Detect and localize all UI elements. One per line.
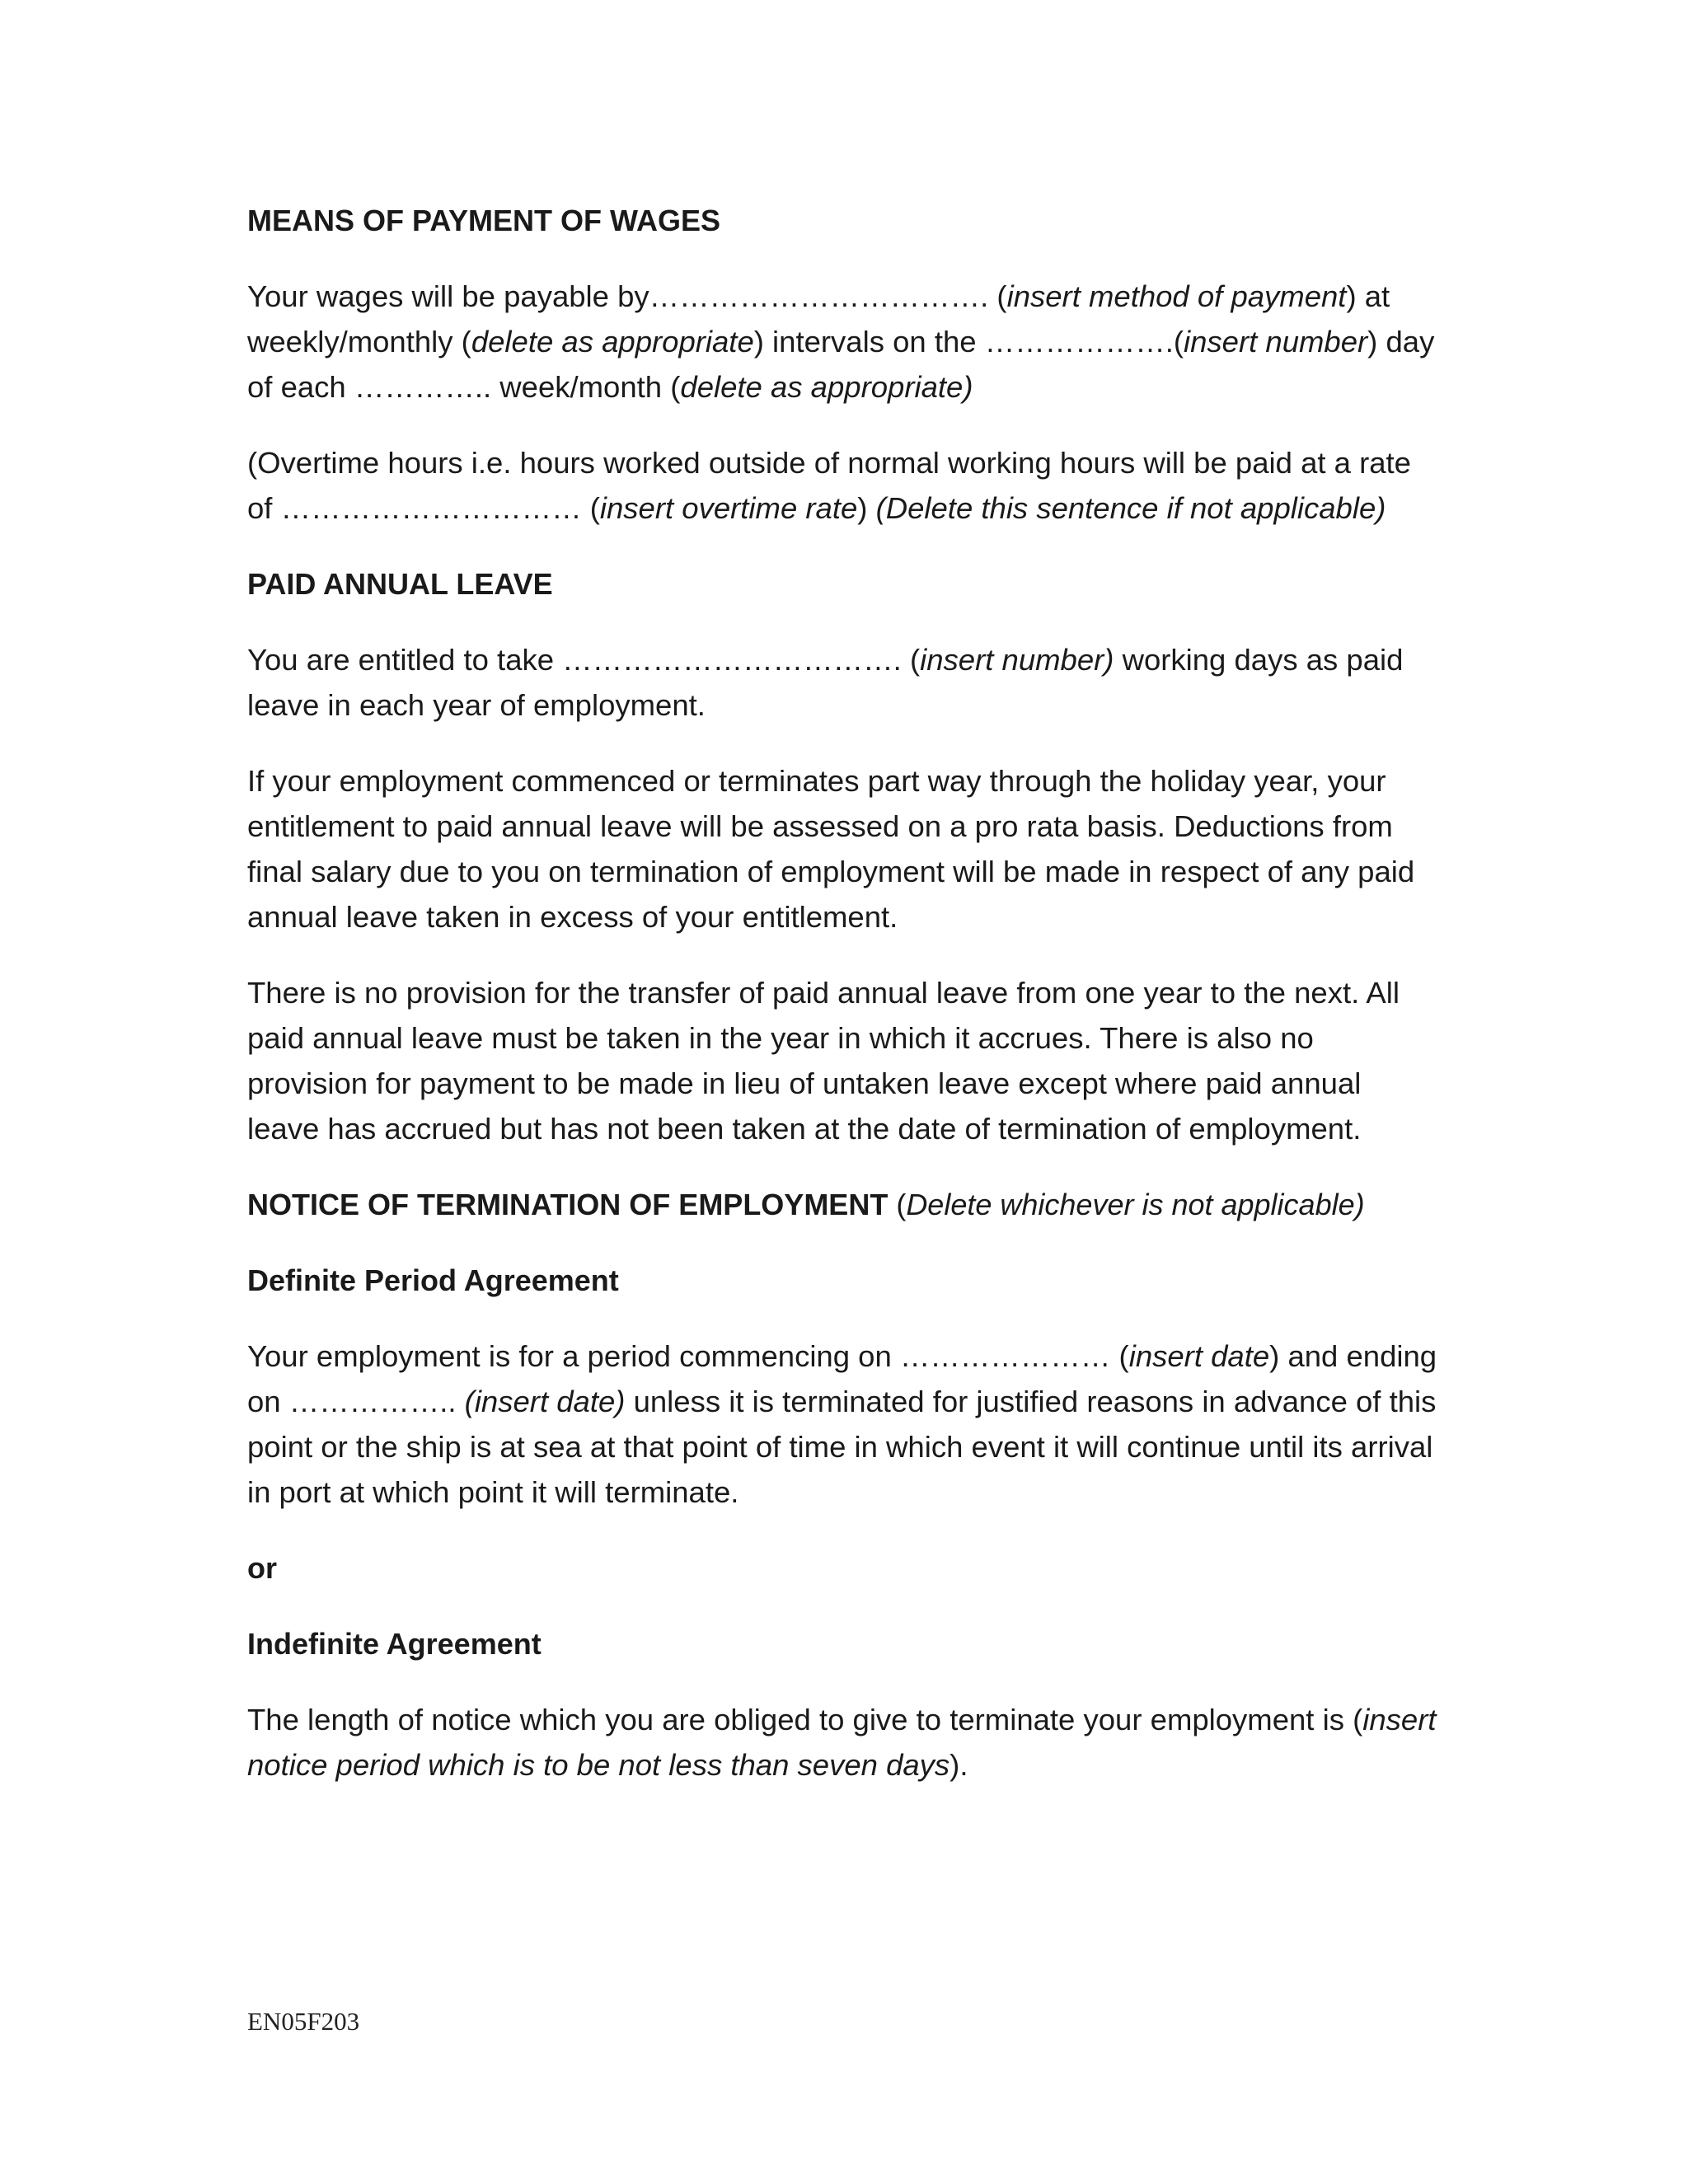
italic-text: Delete whichever is not applicable)	[906, 1188, 1365, 1221]
text: )	[857, 491, 876, 525]
italic-text: insert method of payment	[1006, 279, 1347, 313]
italic-text: (insert date)	[464, 1385, 626, 1418]
italic-text: insert overtime rate	[599, 491, 858, 525]
heading-means-of-payment: MEANS OF PAYMENT OF WAGES	[247, 204, 721, 237]
text: Your wages will be payable by……………………………. (	[247, 279, 1007, 313]
text: (Overtime hours i.e. hours worked outside of normal working hours will be paid at a rate of ………………………… (	[247, 446, 1411, 525]
paragraph-overtime	[247, 440, 1441, 531]
text: The length of notice which you are obliged to give to terminate your employment is (	[247, 1703, 1363, 1736]
heading-paid-annual-leave: PAID ANNUAL LEAVE	[247, 567, 553, 601]
paragraph-wages-payable	[247, 274, 1441, 410]
paragraph-definite-period	[247, 1333, 1441, 1515]
italic-text: insert date	[1128, 1339, 1270, 1373]
paragraph-leave-entitlement	[247, 637, 1441, 728]
text: unless it is terminated for justified reasons in advance of this point or the ship is at sea at that point of time in which event it will continue until its arrival in port at which point it will terminate.	[247, 1385, 1437, 1509]
italic-text: insert number	[1184, 325, 1368, 359]
heading-definite-period: Definite Period Agreement	[247, 1263, 619, 1297]
text: ) intervals on the ……………….(	[753, 325, 1184, 359]
heading-notice-of-termination	[247, 1182, 1441, 1227]
text: Your employment is for a period commencing on ………………… (	[247, 1339, 1129, 1373]
paragraph-indefinite-notice	[247, 1697, 1441, 1788]
text: NOTICE OF TERMINATION OF EMPLOYMENT	[247, 1188, 889, 1221]
text: working days as paid leave in each year of employment.	[247, 643, 1404, 722]
italic-text: delete as appropriate)	[680, 370, 973, 404]
italic-text: insert number)	[920, 643, 1114, 677]
or-separator: or	[247, 1551, 277, 1585]
text: ) at weekly/monthly (	[247, 279, 1390, 359]
paragraph-pro-rata: If your employment commenced or terminates part way through the holiday year, your entitlement to paid annual leave will be assessed on a pro rata basis. Deductions from final salary due to you on termination of employment will be made in respect of any paid annual leave taken in excess of your entitlement.	[247, 764, 1415, 934]
text: ) day of each ………….. week/month (	[247, 325, 1435, 404]
italic-text: insert notice period which is to be not less than seven days	[247, 1703, 1437, 1782]
heading-indefinite-agreement: Indefinite Agreement	[247, 1627, 542, 1661]
text: ).	[950, 1748, 968, 1782]
text: ) and ending on ……………..	[247, 1339, 1437, 1418]
italic-text: (Delete this sentence if not applicable)	[875, 491, 1386, 525]
italic-text: delete as appropriate	[471, 325, 754, 359]
text: (	[888, 1188, 907, 1221]
footer-form-code: EN05F203	[247, 2007, 360, 2036]
paragraph-leave-transfer: There is no provision for the transfer of paid annual leave from one year to the next. All paid annual leave must be taken in the year in which it accrues. There is also no provision for payment to be made in lieu of untaken leave except where paid annual leave has accrued but has not been taken at the date of termination of employment.	[247, 976, 1400, 1146]
text: You are entitled to take ……………………………. (	[247, 643, 921, 677]
